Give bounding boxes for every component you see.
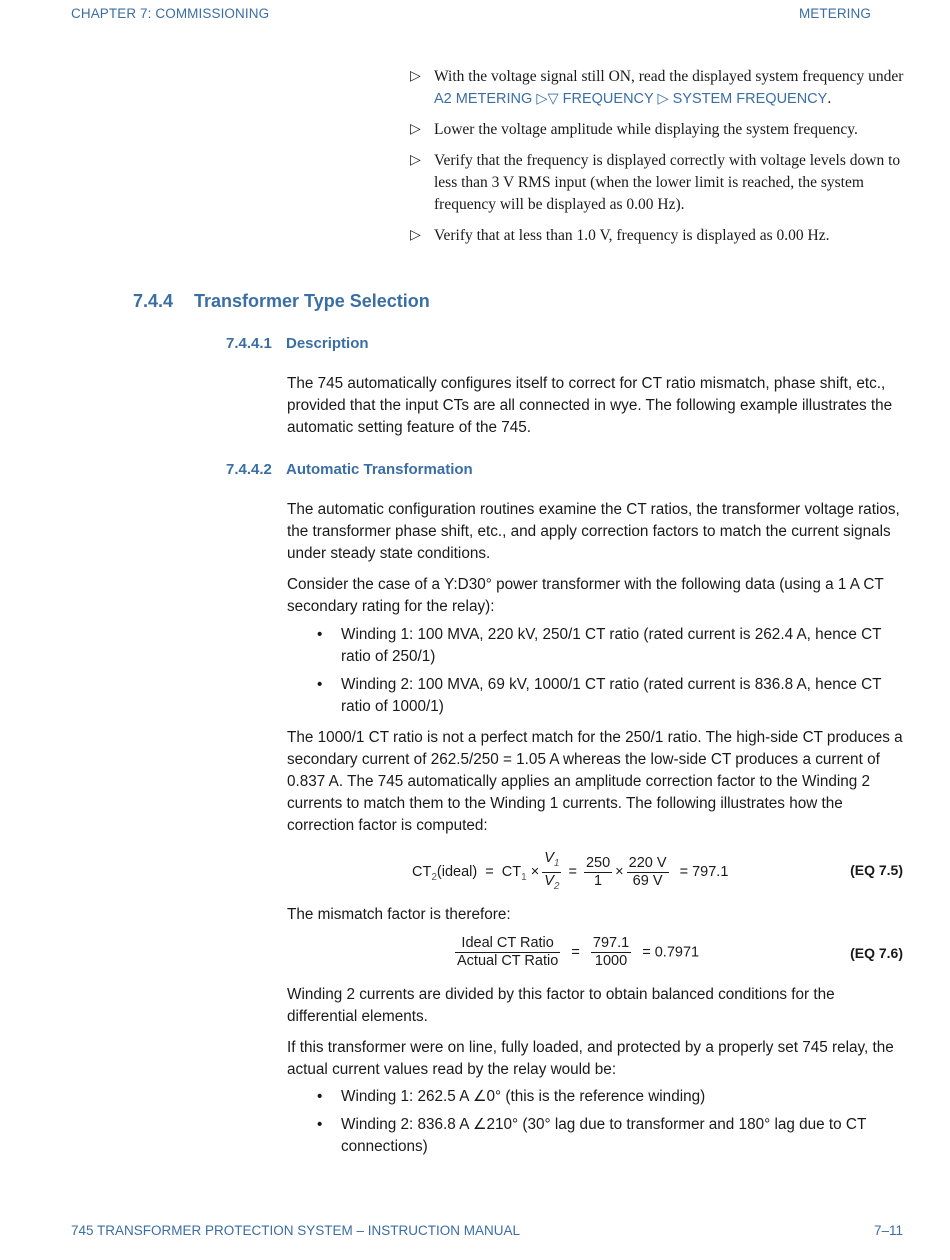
eq-v2-sub: 2: [553, 880, 560, 892]
equation-label: (EQ 7.6): [850, 945, 903, 961]
eq-v1: V: [544, 850, 554, 866]
eq-value-fraction: [591, 935, 631, 970]
eq-ideal: (ideal): [436, 864, 478, 881]
description-paragraph: The 745 automatically configures itself to correct for CT ratio mismatch, phase shift, etc., provided that the input CTs are all connected in wye. The following example illustrates the automatic setting feature of the 745.: [287, 375, 893, 436]
equation-7-6: $\frac{\text{Ideal CT Ratio}}{\text{Actual CT Ratio}}$ = $\frac{797.1}{1000}$ = 0.7971: [457, 935, 700, 969]
eq-frac-top: 797.1: [592, 935, 630, 951]
list-item-text: Winding 1: 262.5 A ∠0° (this is the reference winding): [341, 1088, 706, 1105]
eq-v2: V: [544, 872, 554, 889]
section-title: Transformer Type Selection: [194, 291, 430, 311]
winding-list: [287, 624, 907, 718]
step-triangle-icon: ▷: [410, 228, 421, 243]
current-values-list: [287, 1086, 907, 1158]
eq-frac-bottom: 1000: [594, 953, 628, 969]
bullet-icon: •: [317, 1088, 323, 1105]
procedure-step: [410, 119, 905, 141]
footer-page-number: 7–11: [873, 1223, 903, 1238]
eq-frac-bottom: 69 V: [632, 872, 663, 889]
auto-paragraph-3: The 1000/1 CT ratio is not a perfect match for the 250/1 ratio. The high-side CT produces a secondary current of 262.5/250 = 1.05 A whereas the low-side CT produces a current of 0.837 A. The 745 automatically applies an amplitude correction factor to the Winding 2 currents to match them to the Winding 1 currents. The following illustrates how the correction factor is computed:: [287, 729, 903, 834]
eq-ct-fraction: [584, 855, 612, 890]
step-text: With the voltage signal still ON, read the displayed system frequency under: [434, 68, 904, 85]
eq-v1-sub: 1: [553, 857, 560, 869]
eq-frac-bottom: Actual CT Ratio: [457, 953, 559, 969]
eq-frac-top: Ideal CT Ratio: [455, 935, 560, 953]
bullet-icon: •: [317, 626, 323, 643]
eq-voltage-fraction: [542, 850, 561, 895]
step-text-end: .: [827, 90, 832, 107]
step-triangle-icon: ▷: [410, 122, 421, 137]
footer-manual-title: 745 TRANSFORMER PROTECTION SYSTEM – INSTRUCTION MANUAL: [71, 1223, 521, 1238]
eq-frac-top: 220 V: [628, 854, 667, 871]
bullet-icon: •: [317, 1116, 323, 1133]
step-triangle-icon: ▷: [410, 69, 421, 84]
header-section: METERING: [798, 6, 871, 21]
list-item: [287, 674, 907, 718]
auto-paragraph-1: The automatic configuration routines examine the CT ratios, the transformer voltage ratios, the transformer phase shift, etc., and apply correction factors to match the current signals under steady state conditions.: [287, 501, 900, 562]
header-chapter: CHAPTER 7: COMMISSIONING: [71, 6, 270, 21]
list-item: [287, 624, 907, 668]
mismatch-intro: The mismatch factor is therefore:: [287, 906, 511, 923]
section-heading: [133, 291, 430, 312]
subsection-number: 7.4.4.2: [226, 461, 272, 478]
subsection-heading-description: [226, 335, 369, 352]
auto-paragraph-2: Consider the case of a Y:D30° power transformer with the following data (using a 1 A CT secondary rating for the relay):: [287, 576, 884, 615]
procedure-step: [410, 150, 905, 216]
eq-ct2: CT: [412, 864, 432, 881]
step-triangle-icon: ▷: [410, 153, 421, 168]
eq-kv-fraction: [627, 855, 669, 890]
subsection-heading-automatic: [226, 461, 473, 478]
eq-frac-top: 250: [585, 854, 611, 871]
section-number: 7.4.4: [133, 291, 174, 311]
procedure-step: [410, 225, 905, 247]
eq-result: 797.1: [692, 864, 729, 881]
bullet-icon: •: [317, 676, 323, 693]
subsection-title: Automatic Transformation: [286, 461, 473, 478]
menu-path: A2 METERING ▷▽ FREQUENCY ▷ SYSTEM FREQUENCY: [434, 91, 828, 107]
subsection-title: Description: [286, 335, 369, 352]
eq-ct1: CT: [501, 864, 522, 881]
eq-ct1-sub: 1: [521, 872, 527, 884]
eq-result: 0.7971: [654, 944, 700, 961]
eq-ct2-sub: 2: [431, 872, 437, 884]
list-item-text: Winding 2: 836.8 A ∠210° (30° lag due to transformer and 180° lag due to CT connections): [341, 1116, 867, 1155]
list-item-text: Winding 1: 100 MVA, 220 kV, 250/1 CT ratio (rated current is 262.4 A, hence CT ratio of 250/1): [341, 626, 882, 665]
list-item: [287, 1114, 907, 1158]
step-text: Lower the voltage amplitude while displaying the system frequency.: [434, 121, 858, 138]
eq-ratio-fraction: [455, 935, 560, 970]
procedure-steps: [410, 66, 905, 256]
step-text: Verify that the frequency is displayed correctly with voltage levels down to less than 3 V RMS input (when the lower limit is reached, the system frequency will be displayed as 0.00 Hz).: [434, 152, 901, 213]
eq-frac-bottom: 1: [594, 872, 603, 889]
subsection-number: 7.4.4.1: [226, 335, 272, 352]
auto-paragraph-5: If this transformer were on line, fully loaded, and protected by a properly set 745 relay, the actual current values read by the relay would be:: [287, 1039, 894, 1078]
list-item-text: Winding 2: 100 MVA, 69 kV, 1000/1 CT ratio (rated current is 836.8 A, hence CT ratio of 1000/1): [341, 676, 882, 715]
step-text: Verify that at less than 1.0 V, frequency is displayed as 0.00 Hz.: [434, 227, 830, 244]
equation-7-5: $CT_2(ideal) = CT_1$ × $\frac{V_1}{V_2}$ = $\frac{250}{1}$ × $\frac{220 V}{69 V}$ = 797.1: [412, 850, 728, 895]
list-item: [287, 1086, 907, 1108]
procedure-step: [410, 66, 905, 110]
equation-label: (EQ 7.5): [850, 862, 903, 878]
auto-paragraph-4: Winding 2 currents are divided by this factor to obtain balanced conditions for the differential elements.: [287, 986, 835, 1025]
